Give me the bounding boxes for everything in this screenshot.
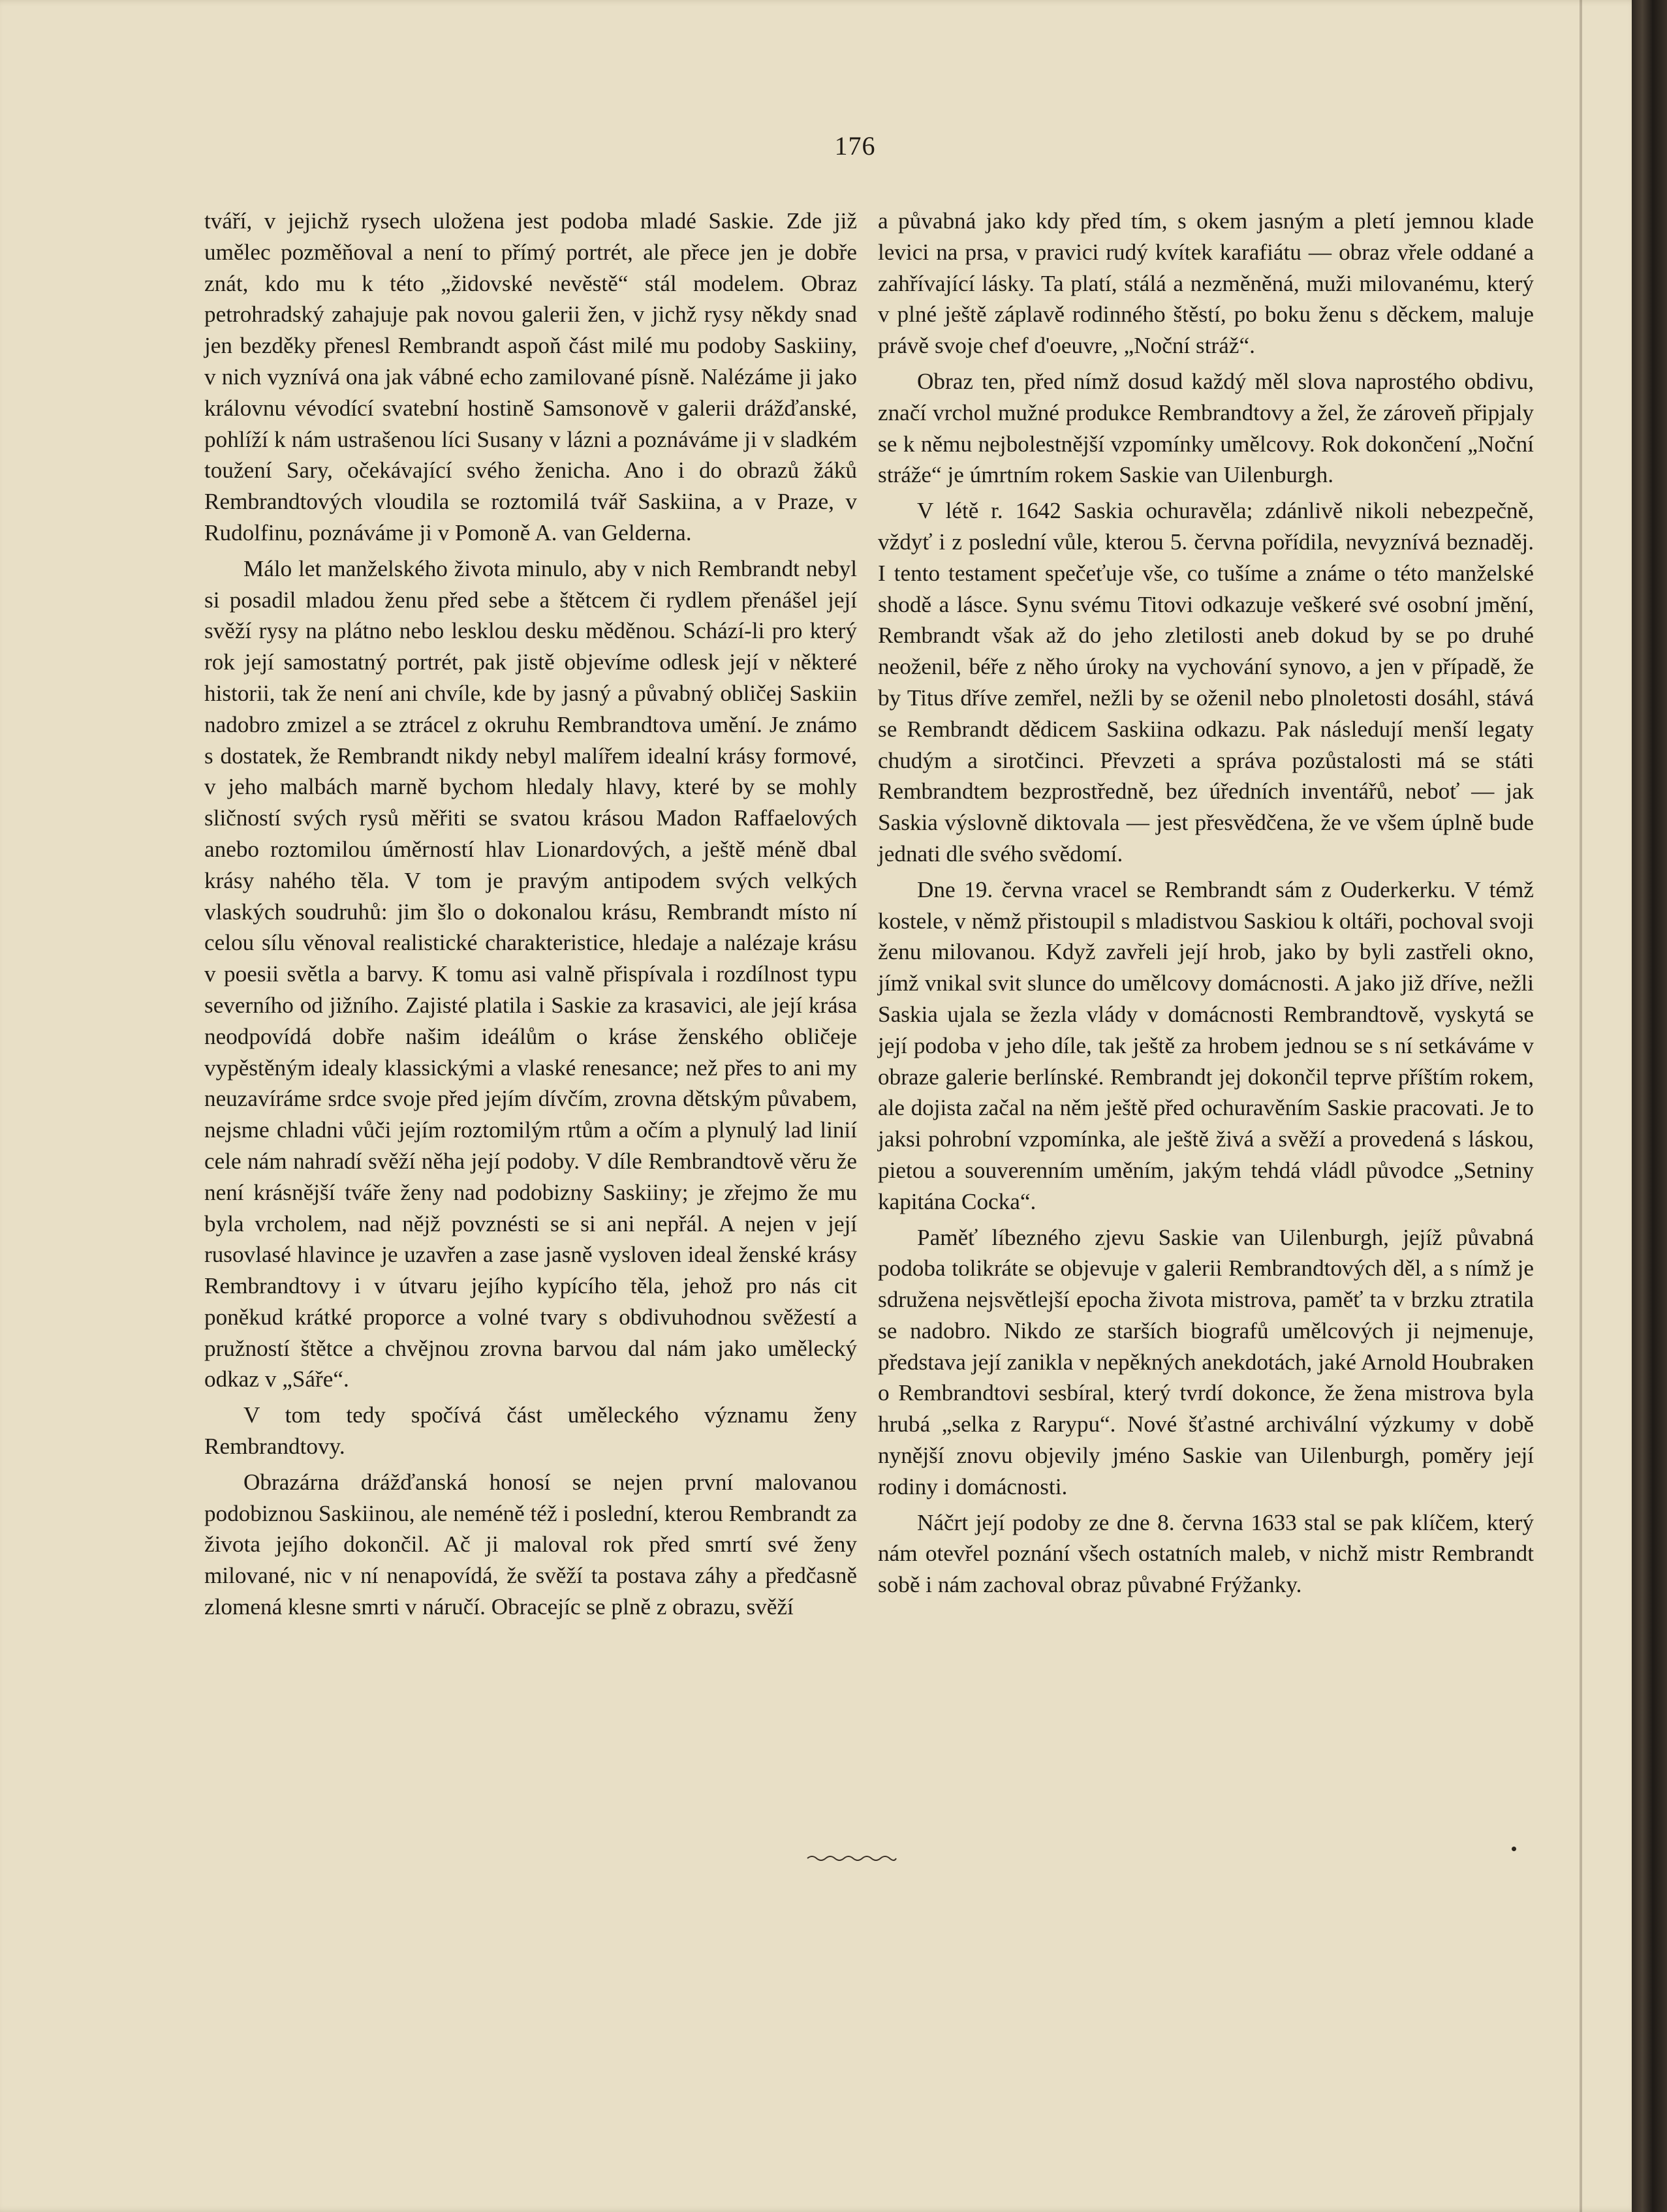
book-spine-edge <box>1632 0 1667 2212</box>
paragraph: Dne 19. června vracel se Rembrandt sám z Ouderkerku. V témž kostele, v němž přistoupil s mladistvou Saskiou k oltáři, pochoval svoji ženu milovanou. Když zavřeli její hrob, jako by byli zastřeli okno, jímž vnikal svit slunce do umělcovy domácnosti. A jako již dříve, nežli Saskia ujala se žezla vlády v domácnosti Rembrandtově, vyskytá se její podoba v jeho díle, tak ještě za hrobem jednou se s ní setkáváme v obraze galerie berlínské. Rembrandt jej dokončil teprve příštím rokem, ale dojista začal na něm ještě před ochuravěním Saskie pracovati. Je to jaksi pohrobní vzpomínka, ale ještě živá a svěží a provedená s láskou, pietou a souverenním uměním, jakým tehdá vládl původce „Setniny kapitána Cocka“. <box>878 876 1534 1214</box>
paragraph: Obrazárna drážďanská honosí se nejen první malovanou podobiznou Saskiinou, ale neméně též i poslední, kterou Rembrandt za života jejího dokončil. Ač ji maloval rok před smrtí své ženy milované, nic v ní nenapovídá, že svěží ta postava záhy a předčasně zlomená klesne smrti v náručí. Obracejíc se plně z obrazu, svěží <box>204 1469 857 1620</box>
paragraph: V létě r. 1642 Saskia ochuravěla; zdánlivě nikoli nebezpečně, vždyť i z poslední vůle, kterou 5. června pořídila, nevyznívá beznaděj. I tento testament spečeťuje vše, co tušíme a známe o této manželské shodě a lásce. Synu svému Titovi odkazuje veškeré své osobní jmění, Rembrandt však až do jeho zletilosti aneb dokud by se po druhé neoženil, béře z něho úroky na vychování synovo, a jen v případě, že by Titus dříve zemřel, nežli by se oženil nebo plnoletosti dosáhl, stává se Rembrandt dědicem Saskiina odkazu. Pak následují menší legaty chudým a sirotčinci. Převzeti a správa pozůstalosti má se státi Rembrandtem bezprostředně, bez úředních inventářů, neboť — jak Saskia výslovně diktovala — jest přesvědčena, že ve všem úplně bude jednati dle svého svědomí. <box>878 498 1534 867</box>
paragraph: Náčrt její podoby ze dne 8. června 1633 stal se pak klíčem, který nám otevřel poznání všech ostatních maleb, v nichž mistr Rembrandt sobě i nám zachoval obraz půvabné Frýžanky. <box>878 1509 1534 1598</box>
page-fold-shadow <box>1580 0 1582 2212</box>
left-column <box>204 206 857 1623</box>
page-number: 176 <box>834 131 876 161</box>
paragraph: Málo let manželského života minulo, aby v nich Rembrandt nebyl si posadil mladou ženu před sebe a štětcem či rydlem přenášel její svěží rysy na plátno nebo lesklou desku měděnou. Schází-li pro který rok její samostatný portrét, pak jistě objevíme odlesk její v některé historii, tak že není ani chvíle, kde by jasný a půvabný obličej Saskiin nadobro zmizel a se ztrácel z okruhu Rembrandtova umění. Je známo s dostatek, že Rembrandt nikdy nebyl malířem idealní krásy formové, v jeho malbách marně bychom hledaly hlavy, které by se mohly sličností svých rysů měřiti se svatou krásou Madon Raffaelových anebo roztomilou úměrností hlav Lionardových, a ještě méně dbal krásy nahého těla. V tom je pravým antipodem svých velkých vlaských soudruhů: jim šlo o dokonalou krásu, Rembrandt místo ní celou sílu věnoval realistické charakteristice, hledaje a nalézaje krásu v poesii světla a barvy. K tomu asi valně přispívala i rozdílnost typu severního od jižního. Zajisté platila i Saskie za krasavici, ale její krása neodpovídá dobře našim ideálům o kráse ženského obličeje vypěstěným idealy klassickými a vlaské renesance; než přes to ani my neuzavíráme srdce svoje před jejím dívčím, zrovna dětským půvabem, nejsme chladni vůči jejím roztomilým rtům a očím a plynulý lad linií cele nám nahradí svěží něha její podoby. V díle Rembrandtově věru že není krásnější tváře ženy nad podobizny Saskiiny; je zřejmo že mu byla vrcholem, nad nějž povznésti se si ani nepřál. A nejen v její rusovlasé hlavince je uzavřen a zase jasně vysloven ideal ženské krásy Rembrandtovy i v útvaru jejího kypícího těla, jehož pro nás cit poněkud krátké proporce a volné tvary s obdivuhodnou svěžestí a pružností štětce a chvějnou zrovna barvou dal nám jako umělecký odkaz v „Sáře“. <box>204 555 857 1392</box>
paragraph: Obraz ten, před nímž dosud každý měl slova naprostého obdivu, značí vrchol mužné produkce Rembrandtovy a žel, že zároveň připjaly se k němu nejbolestnější vzpomínky umělcovy. Rok dokončení „Noční stráže“ je úmrtním rokem Saskie van Uilenburgh. <box>878 368 1534 488</box>
paragraph: tváří, v jejichž rysech uložena jest podoba mladé Saskie. Zde již umělec pozměňoval a není to přímý portrét, ale přece jen je dobře znát, kdo mu k této „židovské nevěstě“ stál modelem. Obraz petrohradský zahajuje pak novou galerii žen, v jichž rysy někdy snad jen bezděky přenesl Rembrandt aspoň část milé mu podoby Saskiiny, v nich vyznívá ona jak vábné echo zamilované písně. Nalézáme ji jako královnu vévodící svatební hostině Samsonově v galerii drážďanské, pohlíží k nám ustrašenou líci Susany v lázni a poznáváme ji v sladkém toužení Sary, očekávající svého ženicha. Ano i do obrazů žáků Rembrandtových vloudila se roztomilá tvář Saskiina, a v Praze, v Rudolfinu, poznáváme ji v Pomoně A. van Gelderna. <box>204 208 857 545</box>
paragraph: a půvabná jako kdy před tím, s okem jasným a pletí jemnou klade levici na prsa, v pravici rudý kvítek karafiátu — obraz vřele oddané a zahřívající lásky. Ta platí, stálá a nezměněná, muži milovanému, který v plné ještě záplavě rodinného štěstí, po boku ženu s děckem, maluje právě svoje chef d'oeuvre, „Noční stráž“. <box>878 208 1534 359</box>
ink-spot <box>1512 1847 1516 1851</box>
right-column <box>878 206 1534 1601</box>
end-ornament-icon <box>806 1853 897 1864</box>
paragraph: V tom tedy spočívá část uměleckého významu ženy Rembrandtovy. <box>204 1402 857 1460</box>
paragraph: Paměť líbezného zjevu Saskie van Uilenburgh, jejíž půvabná podoba tolikráte se objevuje v galerii Rembrandtových děl, a s nímž je sdružena nejsvětlejší epocha života mistrova, paměť ta v brzku ztratila se nadobro. Nikdo ze starších biografů umělcových ji nejmenuje, představa její zanikla v nepěkných anekdotách, jaké Arnold Houbraken o Rembrandtovi sesbíral, který tvrdí dokonce, že žena mistrova byla hrubá „selka z Rarypu“. Nové šťastné archivální výzkumy v době nynější znovu objevily jméno Saskie van Uilenburgh, poměry její rodiny i domácnosti. <box>878 1224 1534 1499</box>
